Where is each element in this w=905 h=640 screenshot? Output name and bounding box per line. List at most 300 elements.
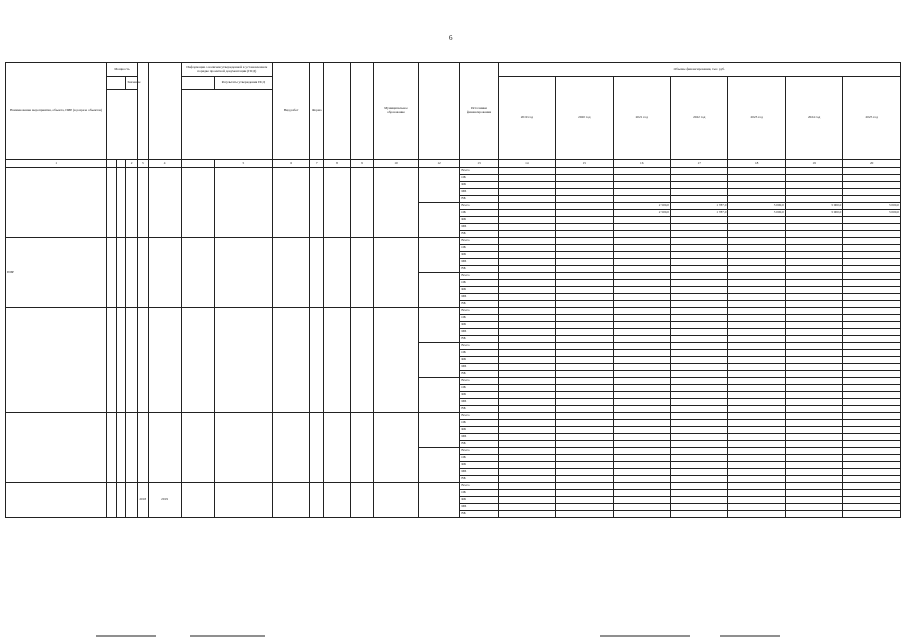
funding-value [556,175,613,182]
funding-value [843,238,901,245]
funding-value [785,350,842,357]
funding-value [785,427,842,434]
funding-value [843,294,901,301]
funding-value [498,483,555,490]
field-estimated [350,308,373,413]
funding-value [670,196,727,203]
funding-value [785,280,842,287]
funding-value [498,210,555,217]
funding-value [728,273,785,280]
funding-value [498,252,555,259]
field-municipality [374,238,419,308]
funding-value [843,469,901,476]
funding-value [498,315,555,322]
field-work-type [273,168,310,238]
field-value [126,168,138,238]
funding-value [498,203,555,210]
funding-value [613,476,670,483]
funding-value [498,413,555,420]
funding-value [613,420,670,427]
funding-value [843,266,901,273]
funding-value [556,420,613,427]
column-number: 6 [273,160,310,168]
column-number: 4 [148,160,181,168]
funding-value [785,168,842,175]
funding-value [556,252,613,259]
funding-value [556,497,613,504]
funding-value [843,511,901,518]
funding-value [843,280,901,287]
funding-value [556,210,613,217]
funding-value [843,231,901,238]
funding-value [728,448,785,455]
funding-value [843,245,901,252]
funding-value [613,273,670,280]
funding-value [670,287,727,294]
funding-value [498,427,555,434]
funding-value [728,266,785,273]
funding-value [613,455,670,462]
funding-source: Всего [460,343,498,350]
funding-value [728,252,785,259]
funding-value [498,189,555,196]
field-cost [324,238,351,308]
funding-value [728,336,785,343]
funding-value [498,364,555,371]
funding-value [556,245,613,252]
funding-value [728,392,785,399]
funding-value [843,189,901,196]
funding-source: ФБ [460,462,498,469]
funding-value [843,455,901,462]
funding-value [728,175,785,182]
funding-value [728,217,785,224]
funding-value [498,385,555,392]
header-year-2025: 2025 год [843,77,901,160]
field-cost [324,413,351,483]
funding-value [843,434,901,441]
field-form [310,483,324,518]
funding-value [670,483,727,490]
funding-value [556,203,613,210]
ministry-name [418,448,460,483]
field-approval [214,483,273,518]
field-unit [116,413,126,483]
funding-value [728,476,785,483]
funding-value [785,245,842,252]
funding-value [728,245,785,252]
field-work-type [273,308,310,413]
funding-value [498,490,555,497]
funding-value [728,343,785,350]
funding-value [785,406,842,413]
funding-value [556,469,613,476]
field-year-start [137,238,148,308]
funding-value [670,420,727,427]
header-approval-group: Информация о наличии утвержденной в установленном порядке проектной документации (ПСД) [181,63,273,77]
funding-value [728,434,785,441]
column-number: 18 [728,160,785,168]
funding-value [843,490,901,497]
field-expertise [181,413,214,483]
funding-value: 3 000,0 [785,210,842,217]
funding-value [613,245,670,252]
funding-value [498,378,555,385]
funding-value [613,371,670,378]
field-estimated [350,168,373,238]
header-approval-doc: Результаты утверждения ПСД [214,77,273,90]
column-number: 8 [324,160,351,168]
funding-source: ВБ [460,301,498,308]
column-number [116,160,126,168]
funding-value [498,455,555,462]
funding-value [785,462,842,469]
field-value [126,483,138,518]
funding-value [498,511,555,518]
funding-value [498,196,555,203]
field-value [126,308,138,413]
funding-value [728,371,785,378]
funding-value [556,301,613,308]
funding-value [498,182,555,189]
funding-value [556,441,613,448]
column-number [181,160,214,168]
funding-value [670,434,727,441]
header-spacer [107,90,181,160]
funding-value [843,315,901,322]
funding-value [785,175,842,182]
funding-value [670,497,727,504]
funding-value [556,259,613,266]
field-value [126,238,138,308]
funding-value [670,371,727,378]
field-expertise [181,168,214,238]
funding-value: 1 787,0 [670,203,727,210]
field-form [310,238,324,308]
field-municipality [374,483,419,518]
funding-value [613,175,670,182]
funding-source: ОБ [460,315,498,322]
funding-value [785,392,842,399]
funding-value [843,483,901,490]
field-form [310,308,324,413]
funding-value [843,371,901,378]
funding-value [728,322,785,329]
funding-value [785,371,842,378]
table-row [6,168,901,175]
field-unit [116,483,126,518]
funding-value [498,462,555,469]
funding-value [843,259,901,266]
funding-value [728,413,785,420]
field-year-start [137,308,148,413]
field-value [126,413,138,483]
funding-source: ВБ [460,336,498,343]
funding-value [843,448,901,455]
funding-value [556,406,613,413]
funding-value [556,280,613,287]
header-municipality: Муниципальное образование [374,63,419,160]
funding-value [556,434,613,441]
funding-value [670,469,727,476]
funding-source: МБ [460,364,498,371]
funding-value [728,483,785,490]
column-number: 17 [670,160,727,168]
funding-value [843,329,901,336]
funding-value [670,280,727,287]
funding-value [498,392,555,399]
funding-value [843,427,901,434]
funding-source: ОБ [460,490,498,497]
field-expertise [181,483,214,518]
funding-value [670,504,727,511]
funding-value [785,196,842,203]
funding-value [728,238,785,245]
funding-value [670,182,727,189]
field-year-end: 2019 [148,483,181,518]
funding-value [613,483,670,490]
measure-name [6,168,107,238]
funding-value [670,175,727,182]
header-value: Значение [126,77,138,90]
funding-value [670,462,727,469]
table-row [6,483,901,490]
funding-source: ФБ [460,182,498,189]
funding-value [670,294,727,301]
funding-value [613,448,670,455]
funding-value [785,399,842,406]
measure-name [6,413,107,483]
funding-source: МБ [460,399,498,406]
field-unit [116,168,126,238]
funding-source: ВБ [460,371,498,378]
column-number: 2 [126,160,138,168]
field-work-type [273,413,310,483]
field-estimated [350,413,373,483]
funding-source: ОБ [460,350,498,357]
funding-value [498,434,555,441]
funding-source: Всего [460,238,498,245]
funding-value [670,259,727,266]
funding-value [613,196,670,203]
funding-source: МБ [460,469,498,476]
funding-value [785,511,842,518]
funding-value [670,343,727,350]
funding-value [785,343,842,350]
funding-value [785,420,842,427]
funding-value [613,511,670,518]
funding-value [728,427,785,434]
funding-value [670,266,727,273]
funding-source: Всего [460,308,498,315]
funding-value [785,504,842,511]
funding-value [498,497,555,504]
funding-source: МБ [460,224,498,231]
funding-source: Всего [460,448,498,455]
funding-value [556,168,613,175]
funding-value [498,224,555,231]
funding-value [785,378,842,385]
header-sources: Источники финансирования [460,63,498,160]
funding-value [843,406,901,413]
funding-value [728,441,785,448]
funding-value [785,385,842,392]
funding-source: ВБ [460,441,498,448]
funding-value: 3 000,0 [728,210,785,217]
funding-value [556,343,613,350]
funding-source: ВБ [460,266,498,273]
funding-value [613,224,670,231]
funding-value [613,238,670,245]
column-number: 5 [214,160,273,168]
funding-value [556,511,613,518]
funding-value [785,273,842,280]
ministry-name [418,308,460,343]
funding-value [728,189,785,196]
funding-value [670,378,727,385]
funding-value [785,231,842,238]
funding-value [843,287,901,294]
funding-source: ФБ [460,322,498,329]
funding-value [728,511,785,518]
funding-value [613,301,670,308]
funding-value [785,322,842,329]
funding-value: 3 000,0 [843,210,901,217]
funding-value [613,308,670,315]
funding-value [556,329,613,336]
funding-source: ОБ [460,175,498,182]
funding-source: МБ [460,434,498,441]
field-year-start [137,413,148,483]
funding-value [556,189,613,196]
funding-source: ФБ [460,357,498,364]
funding-value [498,350,555,357]
funding-source: ФБ [460,287,498,294]
funding-value [556,182,613,189]
column-number: 19 [785,160,842,168]
funding-value [785,301,842,308]
funding-source: Всего [460,203,498,210]
table-row [6,238,901,245]
funding-value [498,273,555,280]
funding-value [843,385,901,392]
funding-value [498,259,555,266]
funding-source: ФБ [460,392,498,399]
funding-value [613,469,670,476]
funding-value [556,427,613,434]
field-year-end [148,168,181,238]
funding-value [843,350,901,357]
funding-value [498,371,555,378]
column-number: 15 [556,160,613,168]
funding-value [613,182,670,189]
funding-value [843,462,901,469]
funding-value [613,385,670,392]
funding-value [785,294,842,301]
funding-value [498,441,555,448]
funding-value [613,336,670,343]
funding-value [613,343,670,350]
funding-value [498,238,555,245]
funding-value [843,175,901,182]
funding-value [843,224,901,231]
funding-value [785,455,842,462]
funding-value [728,504,785,511]
table-row [6,308,901,315]
funding-source: МБ [460,294,498,301]
header-funding: Объемы финансирования, тыс. руб. [498,63,900,77]
funding-value [556,238,613,245]
funding-value [728,308,785,315]
funding-value [670,476,727,483]
funding-value: 2 500,0 [613,203,670,210]
field-year-end [148,238,181,308]
field-cost [324,308,351,413]
column-number: 9 [350,160,373,168]
funding-value [670,385,727,392]
capacity-extra-cell [107,483,117,518]
funding-value [785,287,842,294]
field-unit [116,238,126,308]
funding-value [728,259,785,266]
funding-value [556,371,613,378]
funding-source: ОБ [460,385,498,392]
funding-value [556,357,613,364]
table-header [6,63,901,168]
field-approval [214,168,273,238]
funding-value [670,301,727,308]
funding-value [498,476,555,483]
funding-value [670,252,727,259]
funding-value [728,196,785,203]
funding-value [556,266,613,273]
ministry-name [418,238,460,273]
funding-value [728,406,785,413]
funding-value [670,273,727,280]
capacity-extra-cell [107,308,117,413]
header-capacity: Мощность [107,63,138,77]
funding-value [613,462,670,469]
measure-name: ПИР [6,238,107,308]
funding-value [670,427,727,434]
funding-value [556,462,613,469]
funding-value [728,497,785,504]
funding-value [556,231,613,238]
ministry-name [418,343,460,378]
ministry-name [418,378,460,413]
field-work-type [273,238,310,308]
capacity-extra-cell [107,168,117,238]
funding-value [670,238,727,245]
header-cost [324,63,351,160]
funding-value [613,427,670,434]
field-approval [214,308,273,413]
funding-source: Всего [460,273,498,280]
funding-value [613,413,670,420]
funding-source: ФБ [460,252,498,259]
funding-value [670,308,727,315]
funding-value [613,315,670,322]
funding-value [728,329,785,336]
funding-source: ОБ [460,420,498,427]
capacity-extra-cell [107,238,117,308]
funding-value [670,322,727,329]
funding-value [613,329,670,336]
funding-value [728,182,785,189]
header-year-2019: 2019 год [498,77,555,160]
column-number [107,160,117,168]
funding-value [556,504,613,511]
